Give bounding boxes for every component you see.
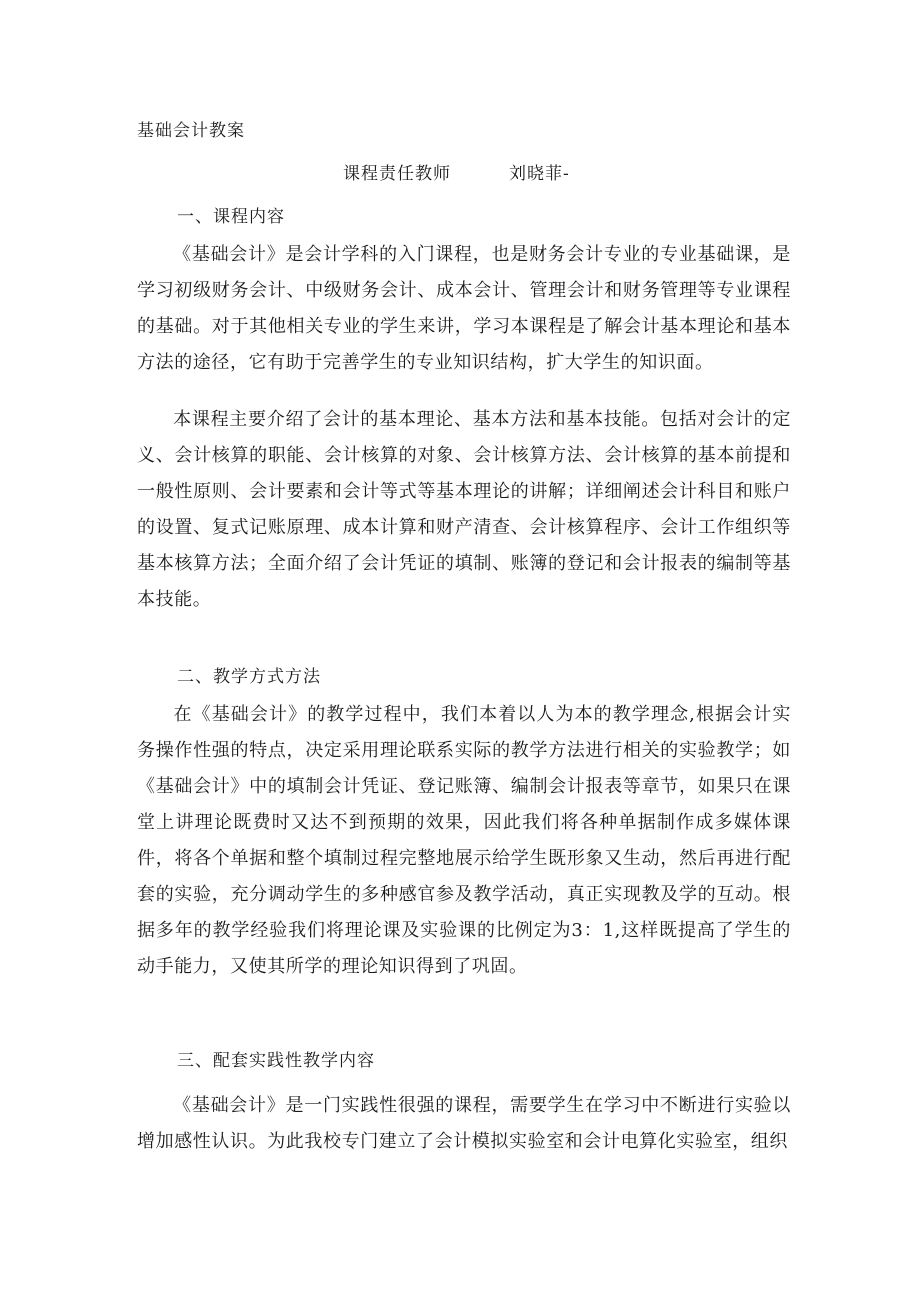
section-heading-1: 一、课程内容 — [177, 207, 285, 227]
paragraph-practice-content — [137, 1088, 791, 1160]
paragraph-text: 《基础会计》是会计学科的入门课程，也是财务会计专业的专业基础课，是学习初级财务会计、中级财务会计、成本会计、管理会计和财务管理等专业课程的基础。对于其他相关专业的学生来讲，学习本课程是了解会计基本理论和基本方法的途径，它有助于完善学生的专业知识结构，扩大学生的知识面。 — [137, 244, 791, 373]
author-label: 课程责任教师 — [343, 164, 451, 184]
document-title: 基础会计教案 — [137, 121, 245, 141]
paragraph-text: 在《基础会计》的教学过程中，我们本着以人为本的教学理念,根据会计实务操作性强的特点，决定采用理论联系实际的教学方法进行相关的实验教学；如《基础会计》中的填制会计凭证、登记账簿、编制会计报表等章节，如果只在课堂上讲理论既费时又达不到预期的效果，因此我们将各种单据制作成多媒体课件，将各个单据和整个填制过程完整地展示给学生既形象又生动，然后再进行配套的实验，充分调动学生的多种感官参及教学活动，真正实现教及学的互动。根据多年的教学经验我们将理论课及实验课的比例定为3：1,这样既提高了学生的动手能力，又使其所学的理论知识得到了巩固。 — [137, 704, 791, 977]
paragraph-course-content — [137, 402, 791, 618]
author-line — [343, 159, 570, 184]
paragraph-text: 《基础会计》是一门实践性很强的课程，需要学生在学习中不断进行实验以增加感性认识。为此我校专门建立了会计模拟实验室和会计电算化实验室，组织 — [137, 1095, 791, 1152]
paragraph-text: 本课程主要介绍了会计的基本理论、基本方法和基本技能。包括对会计的定义、会计核算的职能、会计核算的对象、会计核算方法、会计核算的基本前提和一般性原则、会计要素和会计等式等基本理论的讲解；详细阐述会计科目和账户的设置、复式记账原理、成本计算和财产清查、会计核算程序、会计工作组织等基本核算方法；全面介绍了会计凭证的填制、账簿的登记和会计报表的编制等基本技能。 — [137, 409, 791, 610]
section-heading-3: 三、配套实践性教学内容 — [177, 1051, 375, 1071]
section-heading-2: 二、教学方式方法 — [177, 667, 321, 687]
paragraph-course-intro — [137, 237, 791, 381]
author-name: 刘晓菲- — [509, 164, 570, 184]
paragraph-teaching-methods — [137, 697, 791, 985]
